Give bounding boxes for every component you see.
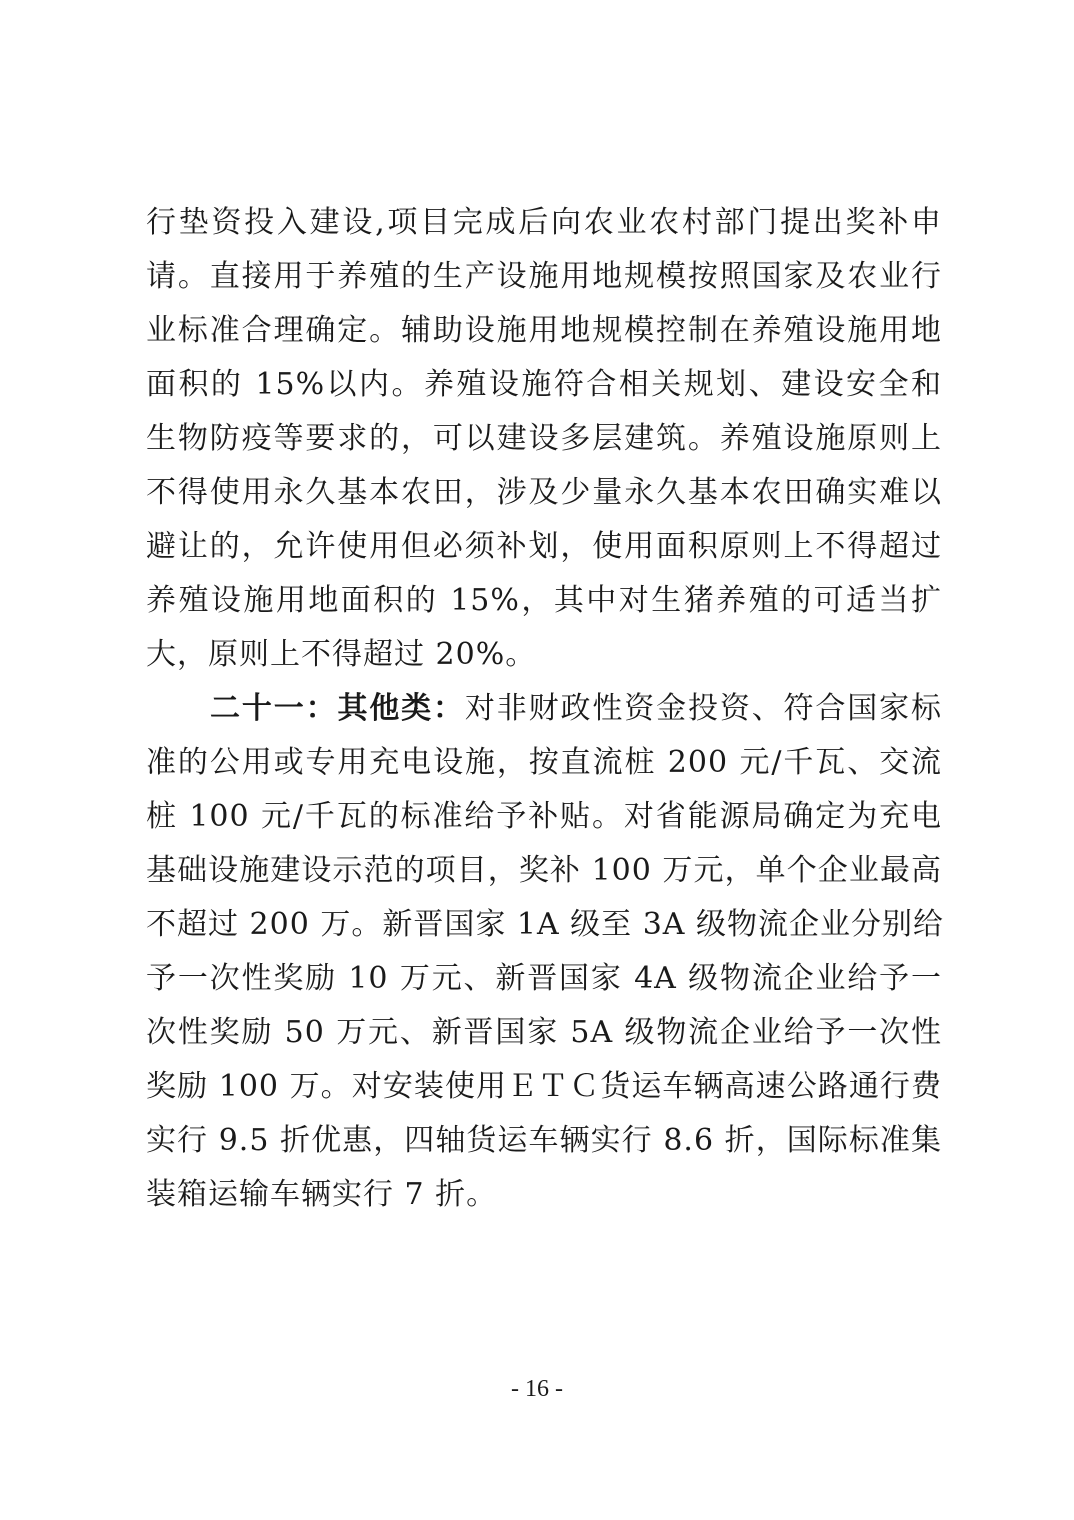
text-line: 业标准合理确定。辅助设施用地规模控制在养殖设施用地 xyxy=(146,313,942,348)
text-line: 奖励 100 万。对安装使用ＥＴＣ货运车辆高速公路通行费 xyxy=(146,1069,942,1104)
text-line: 生物防疫等要求的，可以建设多层建筑。养殖设施原则上 xyxy=(146,421,942,456)
paragraph-2 xyxy=(146,682,942,1222)
paragraph-1 xyxy=(146,196,942,682)
text-line: 面积的 15%以内。养殖设施符合相关规划、建设安全和 xyxy=(146,367,942,402)
text-line: 桩 100 元/千瓦的标准给予补贴。对省能源局确定为充电 xyxy=(146,799,942,834)
text-line: 不超过 200 万。新晋国家 1A 级至 3A 级物流企业分别给 xyxy=(146,907,944,942)
body-text xyxy=(146,196,942,1222)
text-line: 养殖设施用地面积的 15%，其中对生猪养殖的可适当扩 xyxy=(146,583,942,618)
text-line: 实行 9.5 折优惠，四轴货运车辆实行 8.6 折，国际标准集 xyxy=(146,1123,942,1158)
text-line: 大，原则上不得超过 20%。 xyxy=(146,637,537,672)
paragraph-first-line xyxy=(146,682,942,736)
page-number: - 16 - xyxy=(511,1376,563,1402)
text-line: 准的公用或专用充电设施，按直流桩 200 元/千瓦、交流 xyxy=(146,745,942,780)
text-line: 基础设施建设示范的项目，奖补 100 万元，单个企业最高 xyxy=(146,853,942,888)
text-line: 避让的，允许使用但必须补划，使用面积原则上不得超过 xyxy=(146,529,942,564)
section-heading: 二十一：其他类： xyxy=(210,691,465,726)
text-line: 装箱运输车辆实行 7 折。 xyxy=(146,1177,498,1212)
text-fragment: 对非财政性资金投资、符合国家标 xyxy=(464,691,943,726)
text-line: 行垫资投入建设,项目完成后向农业农村部门提出奖补申 xyxy=(146,205,942,240)
text-line: 请。直接用于养殖的生产设施用地规模按照国家及农业行 xyxy=(146,259,942,294)
text-line: 予一次性奖励 10 万元、新晋国家 4A 级物流企业给予一 xyxy=(146,961,942,996)
text-line: 次性奖励 50 万元、新晋国家 5A 级物流企业给予一次性 xyxy=(146,1015,942,1050)
text-line: 不得使用永久基本农田，涉及少量永久基本农田确实难以 xyxy=(146,475,942,510)
